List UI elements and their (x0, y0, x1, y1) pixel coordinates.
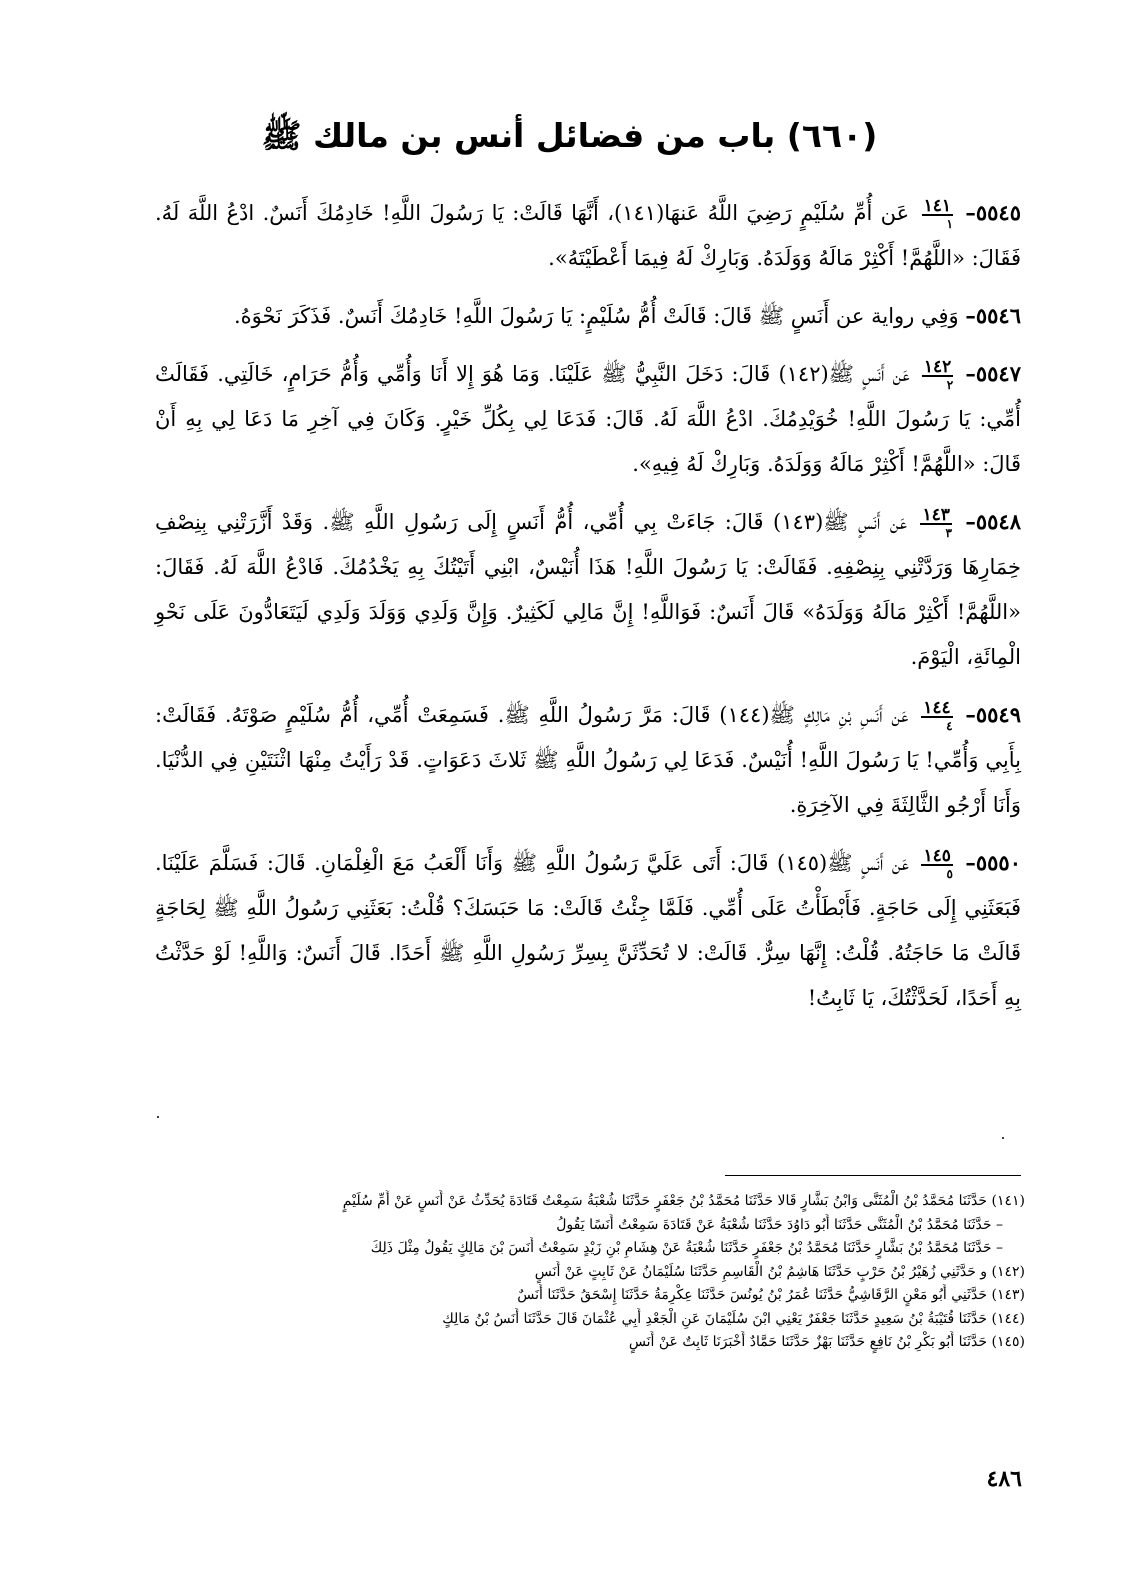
reference-bottom: ١ (946, 216, 953, 231)
footnotes (160, 1190, 1025, 1355)
reference-bottom: ٢ (946, 377, 954, 392)
reference-bottom: ٣ (945, 525, 952, 540)
footnote-144: (١٤٤) حَدَّثَنَا قُتَيْبَةُ بْنُ سَعِيدٍ حَدَّثَنَا جَعْفَرٌ يَعْنِي ابْنَ سُلَيْمَانَ عَنِ الْجَعْدِ أَبِي عُثْمَانَ قَالَ حَدَّثَنَا أَنَسُ بْنُ مَالِكٍ (442, 1310, 1025, 1327)
hadith-list (155, 190, 1021, 1033)
cross-reference (922, 356, 954, 393)
reference-top: ١٤٥ (923, 845, 951, 866)
scan-speck (1002, 1137, 1004, 1139)
footnote-142: (١٤٢) و حَدَّثَنِي زُهَيْرُ بْنُ حَرْبٍ حَدَّثَنَا هَاشِمُ بْنُ الْقَاسِمِ حَدَّثَنَا سُلَيْمَانُ عَنْ ثَابِتٍ عَنْ أَنَسٍ (534, 1263, 1025, 1280)
scan-speck (157, 1116, 159, 1118)
hadith-number: ٥٥٤٥– (965, 200, 1021, 225)
page-number: ٤٨٦ (986, 1466, 1022, 1492)
reference-bottom: ٤ (946, 718, 953, 733)
hadith-number: ٥٥٤٧– (965, 361, 1021, 386)
hadith-text: عَن أَنَسٍ ﷺ(١٤٥) قَالَ: أَتَى عَلَيَّ رَسُولُ اللَّهِ ﷺ وَأَنَا أَلْعَبُ مَعَ الْغِلْمَانِ. قَالَ: فَسَلَّمَ عَلَيْنَا. فَبَعَثَنِي إِلَى حَاجَةٍ. فَأَبْطَأْتُ عَلَى أُمِّي. فَلَمَّا جِئْتُ قَالَتْ: مَا حَبَسَكَ؟ قُلْتُ: بَعَثَنِي رَسُولُ اللَّهِ ﷺ لِحَاجَةٍ قَالَتْ مَا حَاجَتُهُ. قُلْتُ: إِنَّهَا سِرٌّ. قَالَتْ: لا تُحَدِّثَنَّ بِسِرِّ رَسُولِ اللَّهِ ﷺ أَحَدًا. قَالَ أَنَسٌ: وَاللَّهِ! لَوْ حَدَّثْتُ بِهِ أَحَدًا، لَحَدَّثْتُكَ، يَا ثَابِتُ! (155, 851, 1021, 1010)
hadith-number: ٥٥٤٦– (965, 303, 1021, 328)
chapter-title: (٦٦٠) باب من فضائل أنس بن مالك ﷺ (261, 116, 878, 155)
hadith-text: وَفِي رواية عن أَنَسٍ ﷺ قَالَ: قَالَتْ أُمُّ سُلَيْمٍ: يَا رَسُولَ اللَّهِ! خَادِمُكَ أَنَسٌ. فَذَكَرَ نَحْوَهُ. (233, 304, 959, 328)
hadith-5548 (155, 499, 1021, 680)
footnote-separator (725, 1175, 1021, 1176)
hadith-5546 (155, 293, 1021, 339)
hadith-5549 (155, 692, 1021, 828)
footnote-141: (١٤١) حَدَّثَنَا مُحَمَّدُ بْنُ الْمُثَنَّى وَابْنُ بَشَّارٍ قَالا حَدَّثَنَا مُحَمَّدُ بْنُ جَعْفَرٍ حَدَّثَنَا شُعْبَةُ سَمِعْتُ قَتَادَةَ يُحَدِّثُ عَنْ أَنَسٍ عَنْ أُمِّ سُلَيْمٍ (342, 1193, 1025, 1209)
reference-bottom: ٥ (946, 866, 953, 881)
footnote-141-chain-2: – حَدَّثَنَا مُحَمَّدُ بْنُ الْمُثَنَّى حَدَّثَنَا أَبُو دَاوُدَ حَدَّثَنَا شُعْبَةُ عَنْ قَتَادَةَ سَمِعْتُ أَنَسًا يَقُولُ (556, 1216, 1003, 1233)
hadith-text: عَن أَنَسٍ ﷺ(١٤٣) قَالَ: جَاءَتْ بِي أُمِّي، أُمُّ أَنَسٍ إِلَى رَسُولِ اللَّهِ ﷺ. وَقَدْ أَزَّرَتْنِي بِنِصْفِ خِمَارِهَا وَرَدَّتْنِي بِنِصْفِهِ. فَقَالَتْ: يَا رَسُولَ اللَّهِ! هَذَا أُنَيْسٌ، ابْنِي أَتَيْتُكَ بِهِ يَخْدُمُكَ. فَادْعُ اللَّهَ لَهُ. فَقَالَ: «اللَّهُمَّ! أَكْثِرْ مَالَهُ وَوَلَدَهُ» قَالَ أَنَسٌ: فَوَاللَّهِ! إِنَّ مَالِي لَكَثِيرٌ. وَإِنَّ وَلَدِي وَوَلَدَ وَلَدِي لَيَتَعَادُّونَ عَلَى نَحْوِ الْمِائَةِ، الْيَوْمَ. (155, 510, 1021, 669)
footnote-143: (١٤٣) حَدَّثَنِي أَبُو مَعْنٍ الرَّقَاشِيُّ حَدَّثَنَا عُمَرُ بْنُ يُونُسَ حَدَّثَنَا عِكْرِمَةُ حَدَّثَنَا إِسْحَقُ حَدَّثَنَا أَنَسٌ (517, 1287, 1025, 1303)
hadith-text: عَن أَنَسِ بْنِ مَالِكٍ ﷺ(١٤٤) قَالَ: مَرَّ رَسُولُ اللَّهِ ﷺ. فَسَمِعَتْ أُمِّي، أُمُّ سُلَيْمٍ صَوْتَهُ. فَقَالَتْ: بِأَبِي وَأُمِّي! يَا رَسُولَ اللَّهِ! أُنَيْسٌ. فَدَعَا لِي رَسُولُ اللَّهِ ﷺ ثَلاثَ دَعَوَاتٍ. قَدْ رَأَيْتُ مِنْهَا اثْنَتَيْنِ فِي الدُّنْيَا. وَأَنَا أَرْجُو الثَّالِثَةَ فِي الآخِرَةِ. (155, 703, 1021, 817)
hadith-text: عَن أُمِّ سُلَيْمٍ رَضِيَ اللَّهُ عَنهَا(١٤١)، أَنَّهَا قَالَتْ: يَا رَسُولَ اللَّهِ! خَادِمُكَ أَنَسٌ. ادْعُ اللَّهَ لَهُ. فَقَالَ: «اللَّهُمَّ! أَكْثِرْ مَالَهُ وَوَلَدَهُ. وَبَارِكْ لَهُ فِيمَا أَعْطَيْتَهُ». (155, 201, 1021, 270)
cross-reference (922, 195, 953, 232)
hadith-number: ٥٥٥٠– (965, 850, 1021, 875)
cross-reference (921, 845, 953, 882)
reference-top: ١٤٣ (922, 504, 950, 525)
reference-top: ١٤٤ (923, 697, 951, 718)
cross-reference (921, 697, 953, 734)
hadith-number: ٥٥٤٩– (965, 702, 1021, 727)
hadith-text: عَن أَنَسٍ ﷺ(١٤٢) قَالَ: دَخَلَ النَّبِيُّ ﷺ عَلَيْنَا. وَمَا هُوَ إِلا أَنَا وَأُمِّي وَأُمُّ حَرَامٍ، خَالَتِي. فَقَالَتْ أُمِّي: يَا رَسُولَ اللَّهِ! خُوَيْدِمُكَ. ادْعُ اللَّهَ لَهُ. قَالَ: فَدَعَا لِي بِكُلِّ خَيْرٍ. وَكَانَ فِي آخِرِ مَا دَعَا لِي بِهِ أَنْ قَالَ: «اللَّهُمَّ! أَكْثِرْ مَالَهُ وَوَلَدَهُ. وَبَارِكْ لَهُ فِيهِ». (155, 362, 1021, 476)
reference-top: ١٤١ (923, 195, 951, 216)
footnote-145: (١٤٥) حَدَّثَنَا أَبُو بَكْرِ بْنُ نَافِعٍ حَدَّثَنَا بَهْزٌ حَدَّثَنَا حَمَّادٌ أَخْبَرَنَا ثَابِتٌ عَنْ أَنَسٍ (628, 1334, 1025, 1350)
footnote-141-chain-3: – حَدَّثَنَا مُحَمَّدُ بْنُ بَشَّارٍ حَدَّثَنَا مُحَمَّدُ بْنُ جَعْفَرٍ حَدَّثَنَا شُعْبَةُ عَنْ هِشَامِ بْنِ زَيْدٍ سَمِعْتُ أَنَسَ بْنَ مَالِكٍ يَقُولُ مِثْلَ ذَلِكَ (370, 1240, 1003, 1256)
reference-top: ١٤٢ (923, 356, 952, 377)
hadith-number: ٥٥٤٨– (965, 509, 1021, 534)
hadith-5547 (155, 351, 1021, 487)
cross-reference (920, 504, 952, 541)
hadith-5545 (155, 190, 1021, 281)
hadith-5550 (155, 840, 1021, 1021)
